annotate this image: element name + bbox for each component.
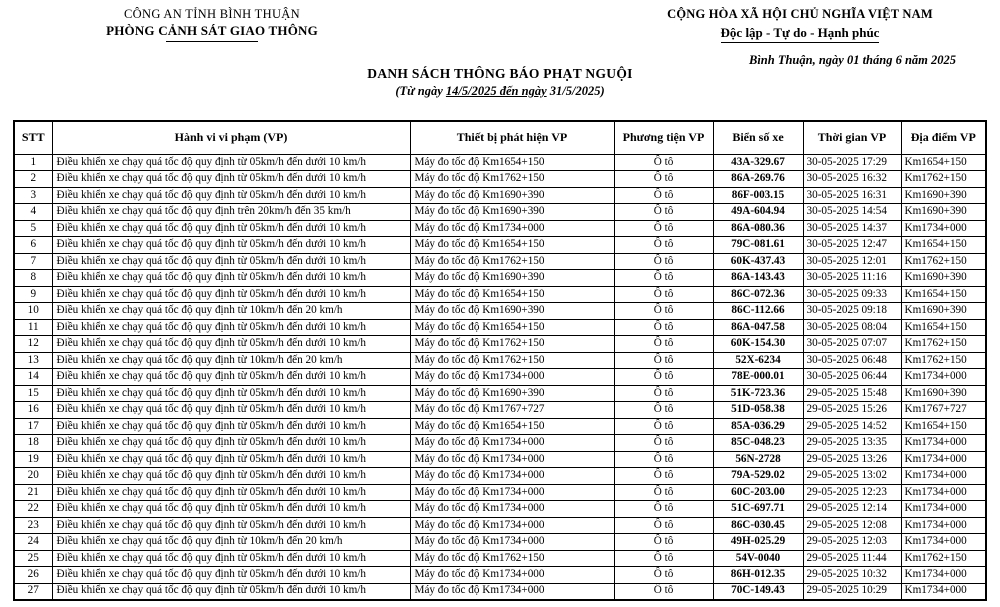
time-cell: 30-05-2025 08:04 bbox=[803, 319, 901, 336]
device-cell: Máy đo tốc độ Km1734+000 bbox=[410, 451, 614, 468]
device-cell: Máy đo tốc độ Km1734+000 bbox=[410, 583, 614, 600]
time-cell: 30-05-2025 11:16 bbox=[803, 270, 901, 287]
vehicle-cell: Ô tô bbox=[614, 501, 713, 518]
location-cell: Km1767+727 bbox=[901, 402, 986, 419]
location-cell: Km1762+150 bbox=[901, 171, 986, 188]
plate-cell: 60C-203.00 bbox=[713, 484, 803, 501]
table-row bbox=[14, 550, 986, 567]
time-cell: 29-05-2025 12:08 bbox=[803, 517, 901, 534]
device-cell: Máy đo tốc độ Km1734+000 bbox=[410, 517, 614, 534]
table-row bbox=[14, 369, 986, 386]
device-cell: Máy đo tốc độ Km1734+000 bbox=[410, 369, 614, 386]
stt-cell: 21 bbox=[14, 484, 52, 501]
time-cell: 29-05-2025 10:32 bbox=[803, 567, 901, 584]
location-cell: Km1690+390 bbox=[901, 204, 986, 221]
time-cell: 29-05-2025 15:48 bbox=[803, 385, 901, 402]
device-cell: Máy đo tốc độ Km1654+150 bbox=[410, 154, 614, 171]
time-cell: 30-05-2025 12:47 bbox=[803, 237, 901, 254]
subtitle-suffix: 31/5/2025) bbox=[546, 84, 605, 98]
vehicle-cell: Ô tô bbox=[614, 468, 713, 485]
time-cell: 29-05-2025 14:52 bbox=[803, 418, 901, 435]
vehicle-cell: Ô tô bbox=[614, 567, 713, 584]
violation-cell: Điều khiển xe chạy quá tốc độ quy định từ 05km/h đến dưới 10 km/h bbox=[52, 154, 410, 171]
plate-cell: 86H-012.35 bbox=[713, 567, 803, 584]
vehicle-cell: Ô tô bbox=[614, 451, 713, 468]
device-cell: Máy đo tốc độ Km1734+000 bbox=[410, 435, 614, 452]
location-cell: Km1734+000 bbox=[901, 451, 986, 468]
violation-cell: Điều khiển xe chạy quá tốc độ quy định từ 05km/h đến dưới 10 km/h bbox=[52, 451, 410, 468]
table-row bbox=[14, 484, 986, 501]
violation-cell: Điều khiển xe chạy quá tốc độ quy định từ 05km/h đến dưới 10 km/h bbox=[52, 286, 410, 303]
vehicle-cell: Ô tô bbox=[614, 583, 713, 600]
plate-cell: 86A-269.76 bbox=[713, 171, 803, 188]
plate-cell: 60K-437.43 bbox=[713, 253, 803, 270]
time-cell: 29-05-2025 13:02 bbox=[803, 468, 901, 485]
violation-cell: Điều khiển xe chạy quá tốc độ quy định từ 05km/h đến dưới 10 km/h bbox=[52, 468, 410, 485]
device-cell: Máy đo tốc độ Km1654+150 bbox=[410, 286, 614, 303]
violation-cell: Điều khiển xe chạy quá tốc độ quy định từ 05km/h đến dưới 10 km/h bbox=[52, 517, 410, 534]
violation-cell: Điều khiển xe chạy quá tốc độ quy định từ 05km/h đến dưới 10 km/h bbox=[52, 319, 410, 336]
device-cell: Máy đo tốc độ Km1762+150 bbox=[410, 352, 614, 369]
document-title: DANH SÁCH THÔNG BÁO PHẠT NGUỘI bbox=[367, 66, 633, 81]
device-cell: Máy đo tốc độ Km1734+000 bbox=[410, 501, 614, 518]
time-cell: 30-05-2025 12:01 bbox=[803, 253, 901, 270]
table-row bbox=[14, 253, 986, 270]
stt-cell: 11 bbox=[14, 319, 52, 336]
national-motto: Độc lập - Tự do - Hạnh phúc bbox=[721, 25, 880, 43]
device-cell: Máy đo tốc độ Km1762+150 bbox=[410, 253, 614, 270]
table-row bbox=[14, 567, 986, 584]
location-cell: Km1734+000 bbox=[901, 369, 986, 386]
table-row bbox=[14, 171, 986, 188]
plate-cell: 86C-112.66 bbox=[713, 303, 803, 320]
stt-cell: 23 bbox=[14, 517, 52, 534]
vehicle-cell: Ô tô bbox=[614, 220, 713, 237]
table-row bbox=[14, 336, 986, 353]
stt-cell: 24 bbox=[14, 534, 52, 551]
location-cell: Km1762+150 bbox=[901, 336, 986, 353]
stt-cell: 25 bbox=[14, 550, 52, 567]
location-cell: Km1734+000 bbox=[901, 583, 986, 600]
violation-cell: Điều khiển xe chạy quá tốc độ quy định trên 20km/h đến 35 km/h bbox=[52, 204, 410, 221]
stt-cell: 7 bbox=[14, 253, 52, 270]
device-cell: Máy đo tốc độ Km1654+150 bbox=[410, 319, 614, 336]
time-cell: 30-05-2025 16:31 bbox=[803, 187, 901, 204]
location-cell: Km1762+150 bbox=[901, 352, 986, 369]
time-cell: 30-05-2025 14:54 bbox=[803, 204, 901, 221]
table-row bbox=[14, 534, 986, 551]
time-cell: 29-05-2025 13:35 bbox=[803, 435, 901, 452]
table-row bbox=[14, 204, 986, 221]
violations-table-container bbox=[13, 120, 987, 601]
column-header-2: Thiết bị phát hiện VP bbox=[410, 121, 614, 154]
violation-cell: Điều khiển xe chạy quá tốc độ quy định từ 05km/h đến dưới 10 km/h bbox=[52, 567, 410, 584]
violation-cell: Điều khiển xe chạy quá tốc độ quy định từ 05km/h đến dưới 10 km/h bbox=[52, 336, 410, 353]
plate-cell: 86A-143.43 bbox=[713, 270, 803, 287]
vehicle-cell: Ô tô bbox=[614, 550, 713, 567]
vehicle-cell: Ô tô bbox=[614, 253, 713, 270]
time-cell: 30-05-2025 09:33 bbox=[803, 286, 901, 303]
table-row bbox=[14, 319, 986, 336]
republic-name: CỘNG HÒA XÃ HỘI CHỦ NGHĨA VIỆT NAM bbox=[667, 7, 933, 21]
plate-cell: 56N-2728 bbox=[713, 451, 803, 468]
table-row bbox=[14, 286, 986, 303]
location-cell: Km1734+000 bbox=[901, 484, 986, 501]
subtitle-prefix: (Từ ngày bbox=[395, 84, 446, 98]
document-subtitle bbox=[0, 84, 1000, 99]
time-cell: 30-05-2025 09:18 bbox=[803, 303, 901, 320]
stt-cell: 26 bbox=[14, 567, 52, 584]
stt-cell: 6 bbox=[14, 237, 52, 254]
plate-cell: 43A-329.67 bbox=[713, 154, 803, 171]
stt-cell: 14 bbox=[14, 369, 52, 386]
stt-cell: 3 bbox=[14, 187, 52, 204]
table-row bbox=[14, 270, 986, 287]
vehicle-cell: Ô tô bbox=[614, 402, 713, 419]
device-cell: Máy đo tốc độ Km1762+150 bbox=[410, 336, 614, 353]
vehicle-cell: Ô tô bbox=[614, 534, 713, 551]
table-header-row bbox=[14, 121, 986, 154]
stt-cell: 18 bbox=[14, 435, 52, 452]
violation-cell: Điều khiển xe chạy quá tốc độ quy định từ 05km/h đến dưới 10 km/h bbox=[52, 435, 410, 452]
violation-cell: Điều khiển xe chạy quá tốc độ quy định từ 10km/h đến 20 km/h bbox=[52, 534, 410, 551]
stt-cell: 5 bbox=[14, 220, 52, 237]
device-cell: Máy đo tốc độ Km1690+390 bbox=[410, 187, 614, 204]
table-row bbox=[14, 583, 986, 600]
national-header-block bbox=[600, 7, 1000, 43]
table-row bbox=[14, 303, 986, 320]
column-header-1: Hành vi vi phạm (VP) bbox=[52, 121, 410, 154]
violation-cell: Điều khiển xe chạy quá tốc độ quy định từ 05km/h đến dưới 10 km/h bbox=[52, 418, 410, 435]
stt-cell: 16 bbox=[14, 402, 52, 419]
violation-cell: Điều khiển xe chạy quá tốc độ quy định từ 05km/h đến dưới 10 km/h bbox=[52, 501, 410, 518]
location-cell: Km1654+150 bbox=[901, 286, 986, 303]
vehicle-cell: Ô tô bbox=[614, 270, 713, 287]
stt-cell: 27 bbox=[14, 583, 52, 600]
column-header-6: Địa điểm VP bbox=[901, 121, 986, 154]
device-cell: Máy đo tốc độ Km1690+390 bbox=[410, 303, 614, 320]
stt-cell: 4 bbox=[14, 204, 52, 221]
vehicle-cell: Ô tô bbox=[614, 154, 713, 171]
plate-cell: 85C-048.23 bbox=[713, 435, 803, 452]
time-cell: 30-05-2025 06:48 bbox=[803, 352, 901, 369]
violation-cell: Điều khiển xe chạy quá tốc độ quy định từ 05km/h đến dưới 10 km/h bbox=[52, 402, 410, 419]
plate-cell: 70C-149.43 bbox=[713, 583, 803, 600]
table-row bbox=[14, 435, 986, 452]
stt-cell: 1 bbox=[14, 154, 52, 171]
column-header-4: Biển số xe bbox=[713, 121, 803, 154]
violation-cell: Điều khiển xe chạy quá tốc độ quy định từ 10km/h đến 20 km/h bbox=[52, 303, 410, 320]
stt-cell: 17 bbox=[14, 418, 52, 435]
violation-cell: Điều khiển xe chạy quá tốc độ quy định từ 10km/h đến 20 km/h bbox=[52, 352, 410, 369]
table-head bbox=[14, 121, 986, 154]
time-cell: 29-05-2025 10:29 bbox=[803, 583, 901, 600]
location-cell: Km1734+000 bbox=[901, 517, 986, 534]
violation-cell: Điều khiển xe chạy quá tốc độ quy định từ 05km/h đến dưới 10 km/h bbox=[52, 187, 410, 204]
time-cell: 29-05-2025 12:03 bbox=[803, 534, 901, 551]
title-block bbox=[0, 66, 1000, 99]
plate-cell: 86C-072.36 bbox=[713, 286, 803, 303]
device-cell: Máy đo tốc độ Km1767+727 bbox=[410, 402, 614, 419]
table-row bbox=[14, 187, 986, 204]
place-date-line: Bình Thuận, ngày 01 tháng 6 năm 2025 bbox=[748, 53, 956, 67]
plate-cell: 51C-697.71 bbox=[713, 501, 803, 518]
plate-cell: 51D-058.38 bbox=[713, 402, 803, 419]
org-unit-name: PHÒNG CẢNH SÁT GIAO THÔNG bbox=[106, 22, 318, 38]
time-cell: 30-05-2025 06:44 bbox=[803, 369, 901, 386]
org-underline-rule bbox=[166, 41, 258, 42]
stt-cell: 8 bbox=[14, 270, 52, 287]
violation-cell: Điều khiển xe chạy quá tốc độ quy định từ 05km/h đến dưới 10 km/h bbox=[52, 550, 410, 567]
device-cell: Máy đo tốc độ Km1690+390 bbox=[410, 385, 614, 402]
plate-cell: 60K-154.30 bbox=[713, 336, 803, 353]
plate-cell: 49H-025.29 bbox=[713, 534, 803, 551]
location-cell: Km1762+150 bbox=[901, 253, 986, 270]
table-row bbox=[14, 468, 986, 485]
column-header-0: STT bbox=[14, 121, 52, 154]
table-row bbox=[14, 352, 986, 369]
plate-cell: 51K-723.36 bbox=[713, 385, 803, 402]
plate-cell: 52X-6234 bbox=[713, 352, 803, 369]
location-cell: Km1734+000 bbox=[901, 534, 986, 551]
violation-cell: Điều khiển xe chạy quá tốc độ quy định từ 05km/h đến dưới 10 km/h bbox=[52, 270, 410, 287]
plate-cell: 49A-604.94 bbox=[713, 204, 803, 221]
time-cell: 29-05-2025 12:14 bbox=[803, 501, 901, 518]
location-cell: Km1734+000 bbox=[901, 435, 986, 452]
vehicle-cell: Ô tô bbox=[614, 336, 713, 353]
location-cell: Km1734+000 bbox=[901, 220, 986, 237]
device-cell: Máy đo tốc độ Km1734+000 bbox=[410, 468, 614, 485]
column-header-5: Thời gian VP bbox=[803, 121, 901, 154]
violation-cell: Điều khiển xe chạy quá tốc độ quy định từ 05km/h đến dưới 10 km/h bbox=[52, 484, 410, 501]
vehicle-cell: Ô tô bbox=[614, 319, 713, 336]
stt-cell: 20 bbox=[14, 468, 52, 485]
stt-cell: 19 bbox=[14, 451, 52, 468]
vehicle-cell: Ô tô bbox=[614, 204, 713, 221]
table-row bbox=[14, 220, 986, 237]
subtitle-date-range-underlined: 14/5/2025 đến ngày bbox=[445, 84, 547, 98]
issuing-org-block bbox=[12, 7, 412, 42]
location-cell: Km1690+390 bbox=[901, 385, 986, 402]
table-row bbox=[14, 501, 986, 518]
location-cell: Km1654+150 bbox=[901, 237, 986, 254]
vehicle-cell: Ô tô bbox=[614, 303, 713, 320]
vehicle-cell: Ô tô bbox=[614, 369, 713, 386]
plate-cell: 86F-003.15 bbox=[713, 187, 803, 204]
table-row bbox=[14, 451, 986, 468]
time-cell: 30-05-2025 14:37 bbox=[803, 220, 901, 237]
device-cell: Máy đo tốc độ Km1734+000 bbox=[410, 567, 614, 584]
vehicle-cell: Ô tô bbox=[614, 385, 713, 402]
stt-cell: 22 bbox=[14, 501, 52, 518]
table-row bbox=[14, 517, 986, 534]
device-cell: Máy đo tốc độ Km1690+390 bbox=[410, 204, 614, 221]
location-cell: Km1762+150 bbox=[901, 550, 986, 567]
stt-cell: 2 bbox=[14, 171, 52, 188]
time-cell: 29-05-2025 12:23 bbox=[803, 484, 901, 501]
time-cell: 29-05-2025 13:26 bbox=[803, 451, 901, 468]
stt-cell: 12 bbox=[14, 336, 52, 353]
plate-cell: 86A-080.36 bbox=[713, 220, 803, 237]
vehicle-cell: Ô tô bbox=[614, 517, 713, 534]
location-cell: Km1690+390 bbox=[901, 303, 986, 320]
stt-cell: 9 bbox=[14, 286, 52, 303]
device-cell: Máy đo tốc độ Km1762+150 bbox=[410, 171, 614, 188]
vehicle-cell: Ô tô bbox=[614, 171, 713, 188]
stt-cell: 10 bbox=[14, 303, 52, 320]
location-cell: Km1690+390 bbox=[901, 187, 986, 204]
violations-table bbox=[13, 120, 987, 601]
device-cell: Máy đo tốc độ Km1734+000 bbox=[410, 484, 614, 501]
location-cell: Km1654+150 bbox=[901, 154, 986, 171]
plate-cell: 79A-529.02 bbox=[713, 468, 803, 485]
vehicle-cell: Ô tô bbox=[614, 286, 713, 303]
table-row bbox=[14, 237, 986, 254]
vehicle-cell: Ô tô bbox=[614, 352, 713, 369]
device-cell: Máy đo tốc độ Km1690+390 bbox=[410, 270, 614, 287]
plate-cell: 54V-0040 bbox=[713, 550, 803, 567]
location-cell: Km1654+150 bbox=[901, 319, 986, 336]
violation-cell: Điều khiển xe chạy quá tốc độ quy định từ 05km/h đến dưới 10 km/h bbox=[52, 237, 410, 254]
plate-cell: 86C-030.45 bbox=[713, 517, 803, 534]
table-row bbox=[14, 418, 986, 435]
column-header-3: Phương tiện VP bbox=[614, 121, 713, 154]
plate-cell: 78E-000.01 bbox=[713, 369, 803, 386]
vehicle-cell: Ô tô bbox=[614, 418, 713, 435]
location-cell: Km1654+150 bbox=[901, 418, 986, 435]
stt-cell: 15 bbox=[14, 385, 52, 402]
plate-cell: 79C-081.61 bbox=[713, 237, 803, 254]
location-cell: Km1734+000 bbox=[901, 501, 986, 518]
plate-cell: 86A-047.58 bbox=[713, 319, 803, 336]
vehicle-cell: Ô tô bbox=[614, 484, 713, 501]
violation-cell: Điều khiển xe chạy quá tốc độ quy định từ 05km/h đến dưới 10 km/h bbox=[52, 171, 410, 188]
device-cell: Máy đo tốc độ Km1654+150 bbox=[410, 418, 614, 435]
table-row bbox=[14, 402, 986, 419]
violation-cell: Điều khiển xe chạy quá tốc độ quy định từ 05km/h đến dưới 10 km/h bbox=[52, 385, 410, 402]
violation-cell: Điều khiển xe chạy quá tốc độ quy định từ 05km/h đến dưới 10 km/h bbox=[52, 220, 410, 237]
device-cell: Máy đo tốc độ Km1654+150 bbox=[410, 237, 614, 254]
location-cell: Km1690+390 bbox=[901, 270, 986, 287]
violation-cell: Điều khiển xe chạy quá tốc độ quy định từ 05km/h đến dưới 10 km/h bbox=[52, 583, 410, 600]
stt-cell: 13 bbox=[14, 352, 52, 369]
org-parent-name: CÔNG AN TỈNH BÌNH THUẬN bbox=[124, 7, 300, 21]
table-body bbox=[14, 154, 986, 600]
location-cell: Km1734+000 bbox=[901, 468, 986, 485]
location-cell: Km1734+000 bbox=[901, 567, 986, 584]
device-cell: Máy đo tốc độ Km1734+000 bbox=[410, 220, 614, 237]
table-row bbox=[14, 154, 986, 171]
violation-cell: Điều khiển xe chạy quá tốc độ quy định từ 05km/h đến dưới 10 km/h bbox=[52, 369, 410, 386]
time-cell: 29-05-2025 15:26 bbox=[803, 402, 901, 419]
vehicle-cell: Ô tô bbox=[614, 187, 713, 204]
table-row bbox=[14, 385, 986, 402]
time-cell: 30-05-2025 17:29 bbox=[803, 154, 901, 171]
plate-cell: 85A-036.29 bbox=[713, 418, 803, 435]
vehicle-cell: Ô tô bbox=[614, 237, 713, 254]
device-cell: Máy đo tốc độ Km1734+000 bbox=[410, 534, 614, 551]
time-cell: 30-05-2025 16:32 bbox=[803, 171, 901, 188]
violation-cell: Điều khiển xe chạy quá tốc độ quy định từ 05km/h đến dưới 10 km/h bbox=[52, 253, 410, 270]
time-cell: 30-05-2025 07:07 bbox=[803, 336, 901, 353]
vehicle-cell: Ô tô bbox=[614, 435, 713, 452]
device-cell: Máy đo tốc độ Km1762+150 bbox=[410, 550, 614, 567]
time-cell: 29-05-2025 11:44 bbox=[803, 550, 901, 567]
